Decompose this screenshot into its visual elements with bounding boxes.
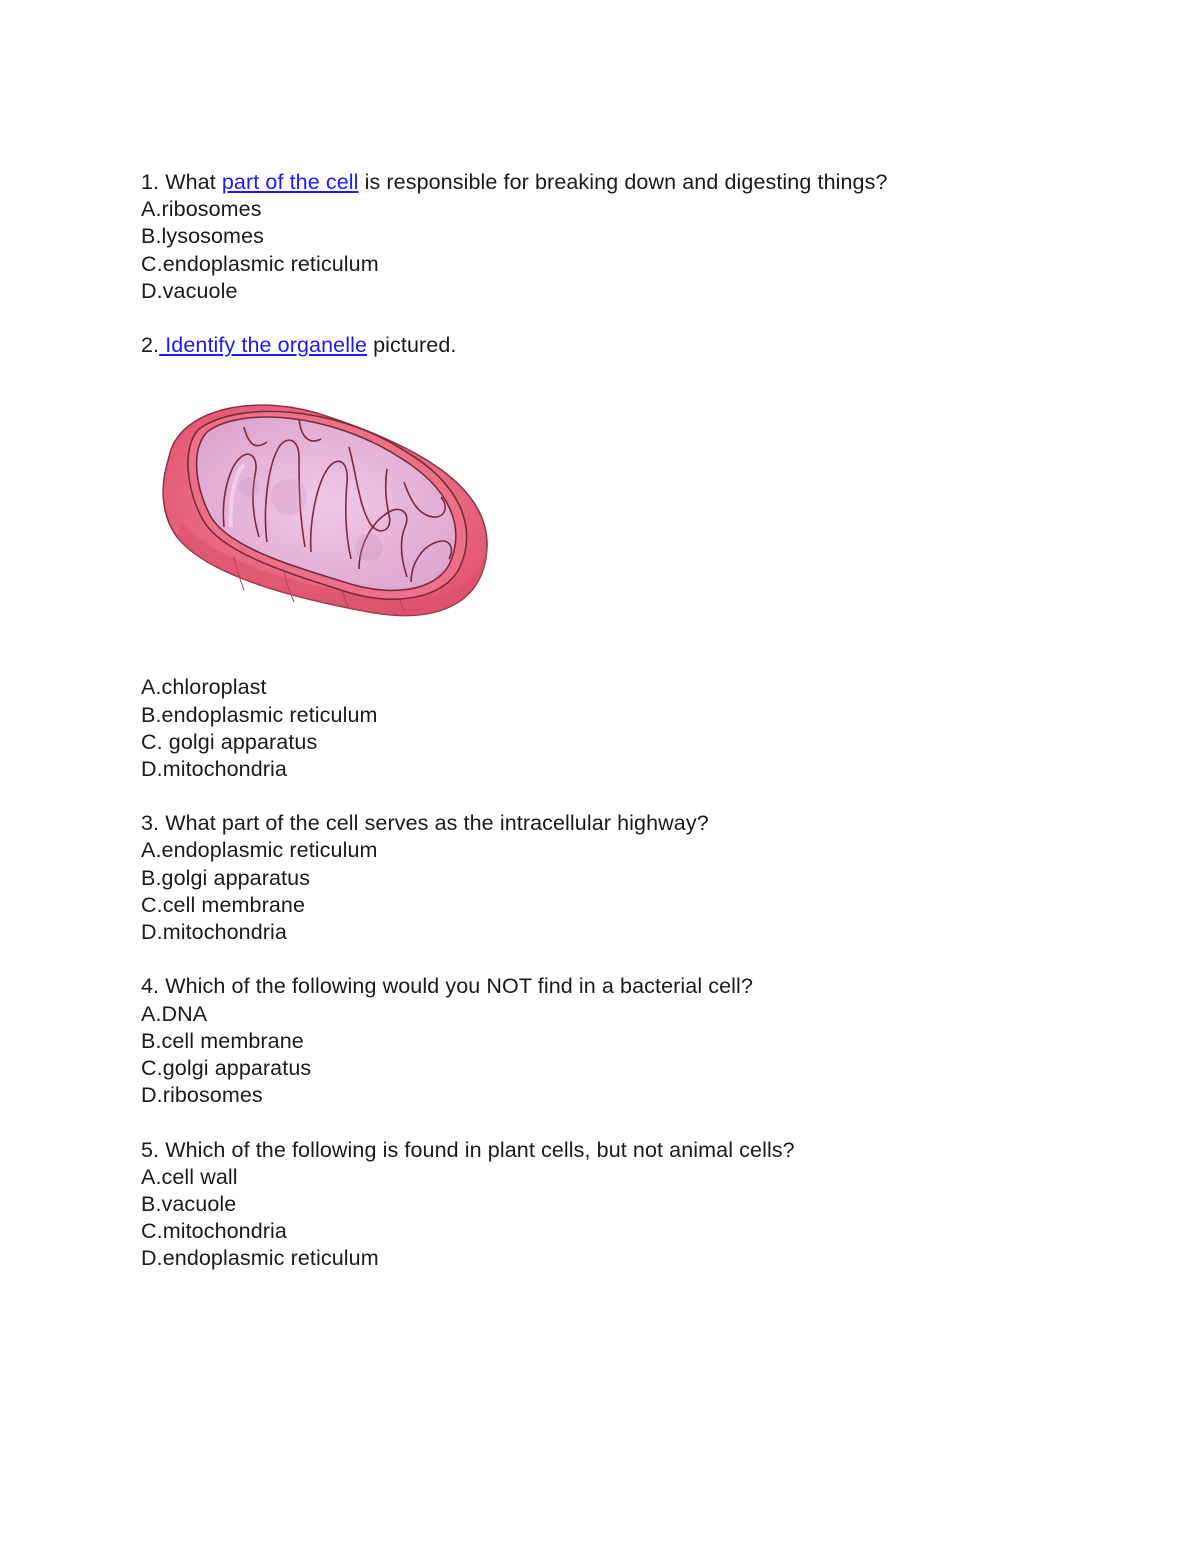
identify-the-organelle-link[interactable]: Identify the organelle xyxy=(159,333,368,358)
question-2-option-c: C. golgi apparatus xyxy=(141,729,318,754)
question-5-option-c: C.mitochondria xyxy=(141,1219,287,1244)
question-4-prompt: 4. Which of the following would you NOT find in a bacterial cell? xyxy=(141,974,753,999)
question-1-number: 1. xyxy=(141,170,160,194)
question-1-suffix: is responsible for breaking down and digesting things? xyxy=(358,170,888,194)
question-5 xyxy=(141,1137,1101,1273)
question-2-prompt xyxy=(141,332,1101,359)
question-5-option-b: B.vacuole xyxy=(141,1191,237,1216)
mitochondrion-figure xyxy=(141,359,1101,674)
question-3-option-b: B.golgi apparatus xyxy=(141,865,311,890)
question-5-option-a: A.cell wall xyxy=(141,1164,238,1189)
question-3 xyxy=(141,810,1101,946)
question-1-prefix: What xyxy=(165,170,222,194)
question-2-option-a: A.chloroplast xyxy=(141,675,267,700)
question-1-prompt xyxy=(141,169,1101,196)
question-4-option-c: C.golgi apparatus xyxy=(141,1055,312,1080)
question-2 xyxy=(141,332,1101,783)
question-1-option-b: B.lysosomes xyxy=(141,224,264,249)
quiz-content xyxy=(141,169,1101,1272)
question-1-option-d: D.vacuole xyxy=(141,278,238,303)
question-1 xyxy=(141,169,1101,305)
question-2-number: 2. xyxy=(141,333,160,358)
question-2-option-b: B.endoplasmic reticulum xyxy=(141,702,378,727)
mitochondrion-icon xyxy=(149,387,494,627)
question-4 xyxy=(141,973,1101,1109)
question-4-option-a: A.DNA xyxy=(141,1001,208,1026)
question-3-option-d: D.mitochondria xyxy=(141,920,287,944)
question-2-option-d: D.mitochondria xyxy=(141,756,287,781)
question-3-option-c: C.cell membrane xyxy=(141,892,305,917)
question-1-option-c: C.endoplasmic reticulum xyxy=(141,251,379,276)
question-3-prompt: 3. What part of the cell serves as the intracellular highway? xyxy=(141,811,709,836)
question-5-option-d: D.endoplasmic reticulum xyxy=(141,1246,379,1271)
question-2-suffix: pictured. xyxy=(367,333,457,358)
part-of-the-cell-link[interactable]: part of the cell xyxy=(221,170,359,194)
question-4-option-b: B.cell membrane xyxy=(141,1028,304,1053)
question-4-option-d: D.ribosomes xyxy=(141,1083,263,1108)
question-3-option-a: A.endoplasmic reticulum xyxy=(141,838,378,863)
question-1-option-a: A.ribosomes xyxy=(141,197,262,222)
question-5-prompt: 5. Which of the following is found in plant cells, but not animal cells? xyxy=(141,1137,795,1162)
